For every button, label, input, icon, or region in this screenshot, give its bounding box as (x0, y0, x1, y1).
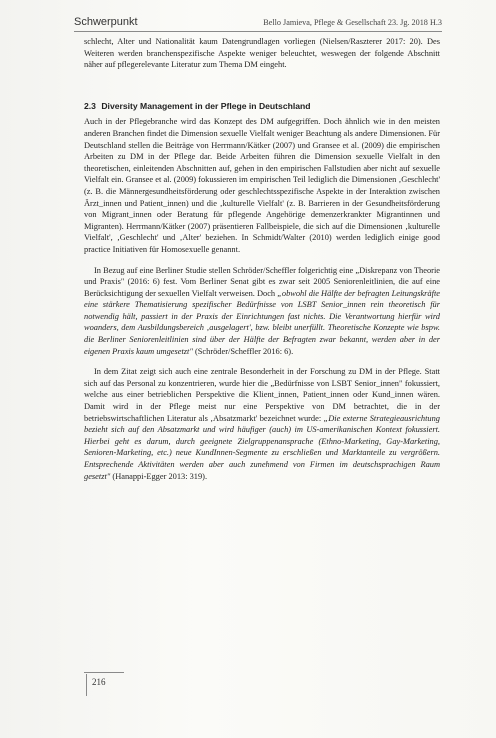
paragraph-1: Auch in der Pflegebranche wird das Konzept des DM aufgegriffen. Doch ähnlich wie in den meisten anderen Branchen findet die Dimension sexuelle Vielfalt weniger Beachtung als andere Dimensionen. Für Deutschland stellen die Beiträge von Herrmann/Kätker (2007) und Gransee et al. (2009) die empirischen Arbeiten zu DM in der Pflege dar. Beide Arbeiten führen die Dimension sexuelle Vielfalt in den theoretischen, einleitenden Abschnitten auf, gehen in den empirischen Fallstudien aber nicht auf sexuelle Vielfalt ein. Gransee et al. (2009) fokussieren im empirischen Teil lediglich die Dimensionen ‚Geschlecht' (z. B. die Männergesundheitsförderung oder geschlechtsspezifische Aspekte in der Interaktion zwischen Ärzt_innen und Patient_innen) und die ‚kulturelle Vielfalt' (z. B. Barrieren in der Gesundheitsförderung von Migrant_innen oder Beratung für pflegende Angehörige demenzerkrankter Migrantinnen und Migranten). Herrmann/Kätker (2007) präsentieren Fallbeispiele, die sich auf die Dimensionen ‚kulturelle Vielfalt', ‚Geschlecht' und ‚Alter' beziehen. In Schmidt/Walter (2010) werden lediglich einige good practice Initiativen für Homosexuelle genannt. (84, 117, 440, 254)
page-number: 216 (92, 677, 106, 687)
footer-divider (84, 672, 124, 673)
paragraph-2-citation: (Schröder/Scheffler 2016: 6). (192, 346, 294, 356)
paragraph-2-quote: „obwohl die Hälfte der befragten Leitungskräfte eine stärkere Thematisierung spezifischer Bedürfnisse von LSBT Senior_innen rein theoretisch für notwendig hält, passiert in der Praxis der Einrichtungen fast nichts. Die Verantwortung hierfür wird woanders, dem Ausbildungsbereich ‚ausgelagert', bzw. bleibt unerfüllt. Theoretische Konzepte wie bspw. die Berliner Seniorenleitlinien sind über der Hälfte der Befragten zwar bekannt, werden aber in der eigenen Praxis kaum umgesetzt" (84, 288, 440, 356)
paragraph-continued: schlecht, Alter und Nationalität kaum Datengrundlagen vorliegen (Nielsen/Raszterer 2017: 20). Des Weiteren werden branchenspezifische Aspekte weniger beleuchtet, weswegen der folgende Abschnitt näher auf pflegerelevante Literatur zum Thema DM eingeht. (84, 37, 440, 70)
paragraph-3-quote: „Die externe Strategieausrichtung bezieht sich auf den Absatzmarkt und wird häufiger (auch) im US-amerikanischen Kontext fokussiert. Hierbei geht es darum, durch geeignete Zielgruppenansprache (Ethno-Marketing, Gay-Marketing, Senioren-Marketing, etc.) neue KundInnen-Segmente zu erschließen und Marktanteile zu vergrößern. Entsprechende Aktivitäten werden aber auch zunehmend von Firmen im deutschsprachigen Raum gesetzt" (84, 413, 440, 481)
paragraph-2 (84, 265, 440, 358)
header-section-name: Schwerpunkt (74, 16, 138, 28)
header-journal-citation: Bello Jamieva, Pflege & Gesellschaft 23. Jg. 2018 H.3 (263, 18, 442, 27)
section-number: 2.3 (84, 100, 96, 111)
header-divider (74, 31, 442, 32)
body-text (84, 36, 440, 482)
section-heading (84, 101, 440, 113)
footer-vertical-rule (86, 674, 87, 696)
paragraph-2-text: In Bezug auf eine Berliner Studie stellen Schröder/Scheffler folgerichtig eine „Diskrepanz von Theorie und Praxis" (2016: 6) fest. Vom Berliner Senat gibt es zwar seit 2005 Seniorenleitlinien, die auf eine Berücksichtigung der sexuellen Vielfalt verweisen. Doch (84, 265, 440, 298)
paragraph-3 (84, 366, 440, 482)
section-title: Diversity Management in der Pflege in Deutschland (101, 100, 311, 111)
running-header (74, 14, 442, 30)
paragraph-3-text: In dem Zitat zeigt sich auch eine zentrale Besonderheit in der Forschung zu DM in der Pflege. Statt sich auf das Personal zu konzentrieren, wurde hier die „Bedürfnisse von LSBT Senior_innen" fokussiert, welche aus einer betrieblichen Perspektive die Klient_innen, Patient_innen oder Kund_innen wären. Damit wird in der Pflege meist nur eine Perspektive von DM betrachtet, die in der betriebswirtschaftlichen Literatur als ‚Absatzmarkt' bezeichnet wurde: (84, 367, 440, 423)
paragraph-3-citation: (Hanappi-Egger 2013: 319). (110, 471, 208, 481)
